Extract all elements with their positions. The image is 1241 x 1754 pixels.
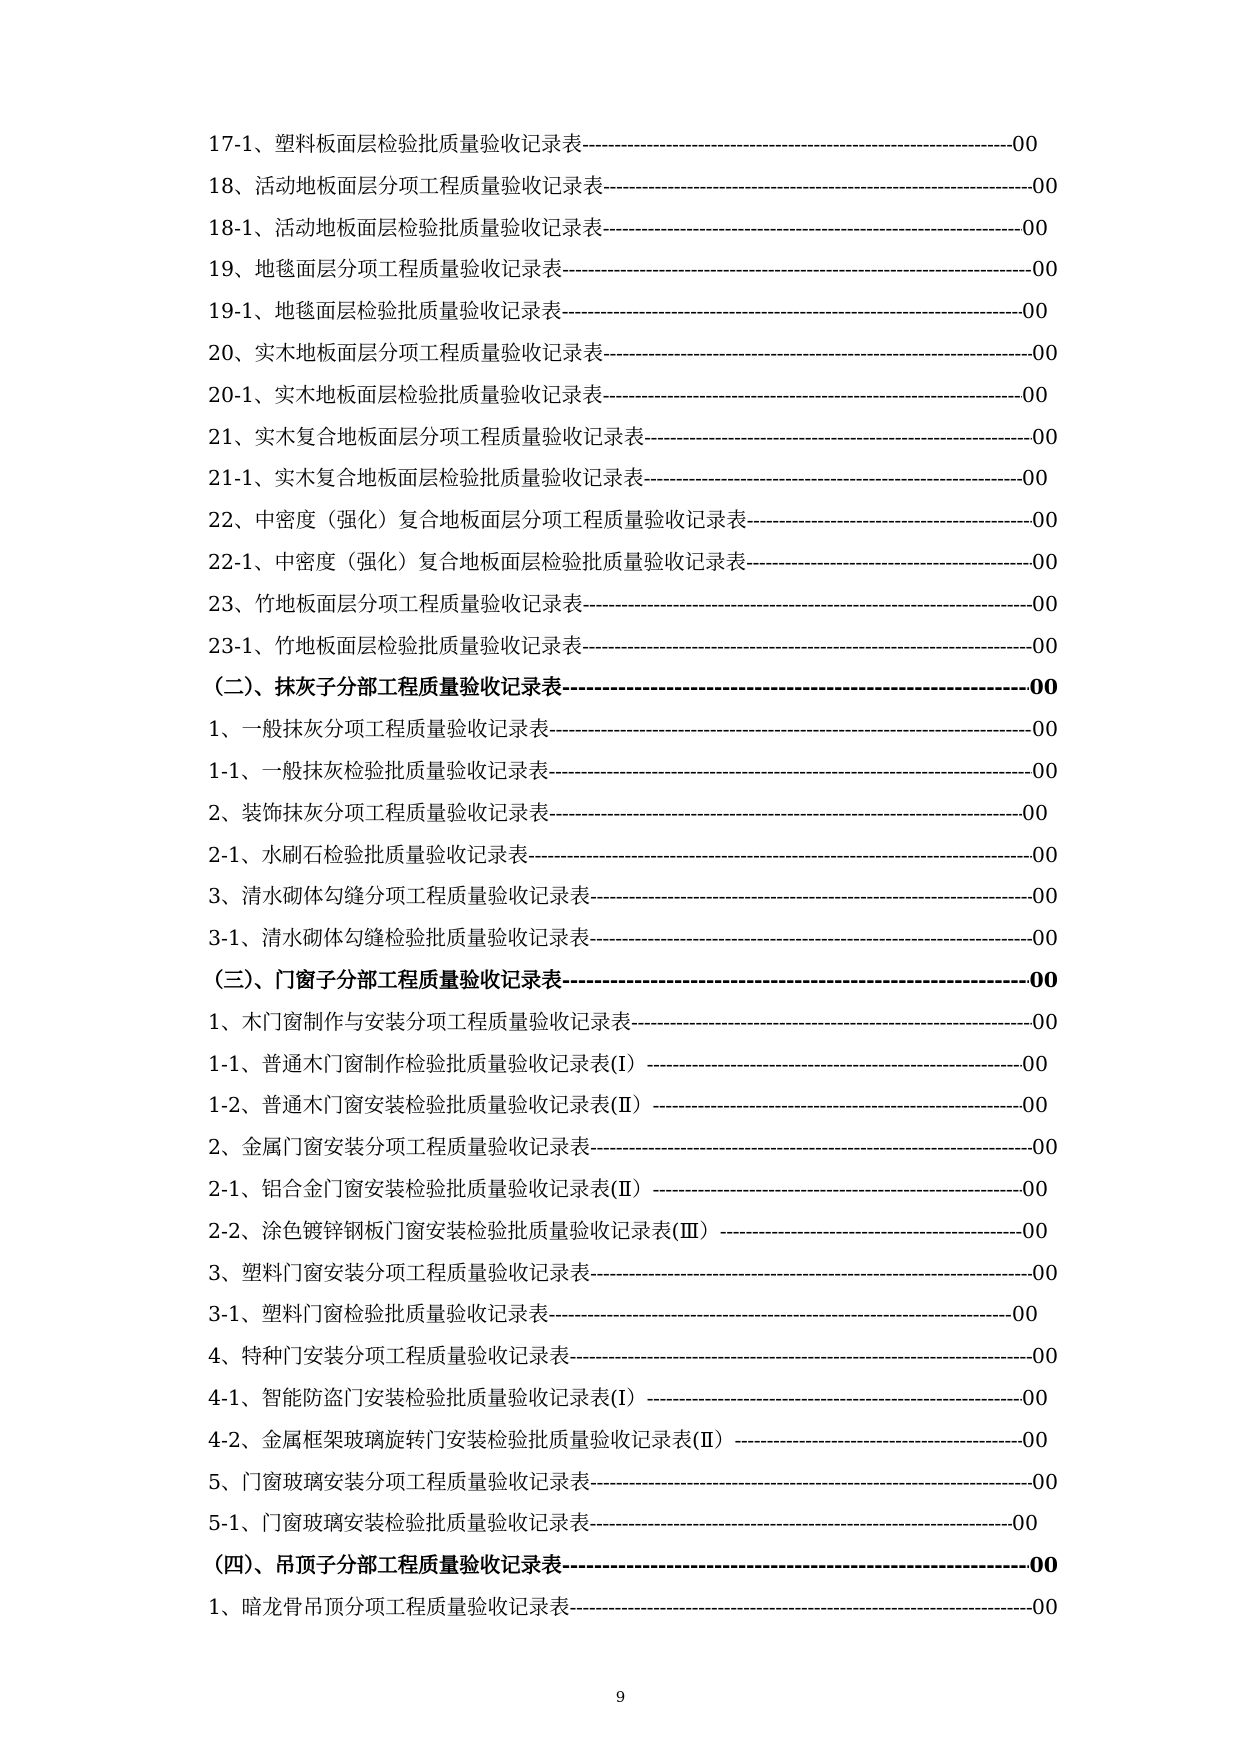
- toc-page-number: 00: [1029, 675, 1058, 700]
- toc-entry-title: 23、竹地板面层分项工程质量验收记录表: [208, 591, 583, 616]
- toc-entry-title: 19、地毯面层分项工程质量验收记录表: [208, 257, 563, 282]
- toc-entry: [208, 709, 1058, 751]
- toc-entry-title: （二）、抹灰子分部工程质量验收记录表: [203, 675, 562, 700]
- toc-leader-dashes: [562, 291, 1022, 333]
- toc-page-number: 00: [1021, 800, 1048, 825]
- toc-leader-dashes: [720, 1211, 1022, 1253]
- toc-entry: [208, 124, 1038, 166]
- toc-section-heading: [203, 667, 1058, 709]
- toc-leader-dashes: [549, 751, 1032, 793]
- toc-entry-title: （三）、门窗子分部工程质量验收记录表: [203, 967, 562, 992]
- toc-entry: [208, 1253, 1058, 1295]
- toc-entry-title: 22-1、中密度（强化）复合地板面层检验批质量验收记录表: [208, 549, 747, 574]
- toc-leader-dashes: [603, 333, 1032, 375]
- toc-entry-title: 4、特种门安装分项工程质量验收记录表: [208, 1344, 570, 1369]
- toc-entry-title: 5-1、门窗玻璃安装检验批质量验收记录表: [208, 1511, 590, 1536]
- toc-leader-dashes: [549, 709, 1032, 751]
- toc-entry: [208, 1294, 1038, 1336]
- toc-entry-title: 3-1、塑料门窗检验批质量验收记录表: [208, 1302, 549, 1327]
- toc-entry-title: 1、一般抹灰分项工程质量验收记录表: [208, 717, 550, 742]
- toc-entry: [208, 751, 1058, 793]
- toc-page-number: 00: [1011, 1302, 1038, 1327]
- toc-page-number: 00: [1031, 508, 1058, 533]
- toc-leader-dashes: [570, 1336, 1032, 1378]
- toc-page-number: 00: [1031, 884, 1058, 909]
- toc-entry-title: 1-2、普通木门窗安装检验批质量验收记录表(Ⅱ）: [208, 1093, 653, 1118]
- toc-entry-title: 2-1、铝合金门窗安装检验批质量验收记录表(Ⅱ）: [208, 1176, 653, 1201]
- toc-entry-title: 3、塑料门窗安装分项工程质量验收记录表: [208, 1260, 591, 1285]
- toc-leader-dashes: [582, 626, 1032, 668]
- toc-entry-title: 1-1、普通木门窗制作检验批质量验收记录表(Ⅰ）: [208, 1051, 647, 1076]
- toc-entry: [208, 1127, 1058, 1169]
- toc-page-number: 00: [1021, 215, 1048, 240]
- toc-entry-title: 20、实木地板面层分项工程质量验收记录表: [208, 340, 604, 365]
- toc-entry: [208, 249, 1058, 291]
- toc-entry-title: 2、装饰抹灰分项工程质量验收记录表: [208, 800, 550, 825]
- toc-page-number: 00: [1031, 633, 1058, 658]
- toc-leader-dashes: [590, 1503, 1012, 1545]
- table-of-contents: [203, 124, 1058, 1629]
- toc-leader-dashes: [562, 249, 1032, 291]
- toc-entry: [208, 542, 1058, 584]
- toc-entry-title: 21-1、实木复合地板面层检验批质量验收记录表: [208, 466, 644, 491]
- toc-entry-title: 19-1、地毯面层检验批质量验收记录表: [208, 299, 562, 324]
- toc-section-heading: [203, 960, 1058, 1002]
- toc-leader-dashes: [583, 584, 1032, 626]
- toc-entry-title: 1、木门窗制作与安装分项工程质量验收记录表: [208, 1009, 632, 1034]
- toc-page-number: 00: [1021, 1093, 1048, 1118]
- toc-entry-title: 4-1、智能防盗门安装检验批质量验收记录表(Ⅰ）: [208, 1385, 647, 1410]
- toc-page-number: 00: [1031, 842, 1058, 867]
- toc-entry-title: 2-2、涂色镀锌钢板门窗安装检验批质量验收记录表(Ⅲ）: [208, 1218, 720, 1243]
- toc-leader-dashes: [549, 1294, 1012, 1336]
- toc-entry: [208, 584, 1058, 626]
- toc-page-number: 00: [1031, 1344, 1058, 1369]
- toc-page-number: 00: [1021, 1051, 1048, 1076]
- toc-leader-dashes: [590, 1253, 1032, 1295]
- toc-leader-dashes: [562, 1545, 1030, 1587]
- toc-page-number: 00: [1031, 926, 1058, 951]
- toc-entry-title: （四）、吊顶子分部工程质量验收记录表: [203, 1553, 562, 1578]
- toc-page-number: 00: [1031, 173, 1058, 198]
- toc-leader-dashes: [590, 876, 1032, 918]
- toc-leader-dashes: [647, 1044, 1022, 1086]
- toc-leader-dashes: [652, 1169, 1021, 1211]
- toc-page-number: 00: [1031, 758, 1058, 783]
- toc-entry: [208, 793, 1048, 835]
- toc-entry: [208, 1211, 1048, 1253]
- toc-page-number: 00: [1031, 591, 1058, 616]
- toc-leader-dashes: [590, 1127, 1032, 1169]
- toc-page-number: 00: [1031, 424, 1058, 449]
- toc-page-number: 00: [1029, 967, 1058, 992]
- page-number: 9: [615, 1688, 626, 1706]
- toc-entry-title: 1、暗龙骨吊顶分项工程质量验收记录表: [208, 1594, 570, 1619]
- toc-entry-title: 23-1、竹地板面层检验批质量验收记录表: [208, 633, 583, 658]
- toc-page-number: 00: [1029, 1553, 1058, 1578]
- toc-entry: [208, 835, 1058, 877]
- toc-leader-dashes: [603, 208, 1022, 250]
- toc-page-number: 00: [1031, 717, 1058, 742]
- toc-entry-title: 3、清水砌体勾缝分项工程质量验收记录表: [208, 884, 591, 909]
- toc-leader-dashes: [562, 960, 1030, 1002]
- toc-leader-dashes: [562, 667, 1030, 709]
- toc-leader-dashes: [582, 124, 1012, 166]
- toc-entry-title: 22、中密度（强化）复合地板面层分项工程质量验收记录表: [208, 508, 747, 533]
- toc-leader-dashes: [734, 1420, 1021, 1462]
- toc-leader-dashes: [631, 1002, 1032, 1044]
- toc-entry: [208, 1420, 1048, 1462]
- toc-entry: [208, 1085, 1048, 1127]
- toc-page-number: 00: [1021, 382, 1048, 407]
- toc-leader-dashes: [644, 417, 1032, 459]
- toc-leader-dashes: [603, 166, 1032, 208]
- toc-leader-dashes: [652, 1085, 1021, 1127]
- toc-page-number: 00: [1031, 1594, 1058, 1619]
- toc-entry: [208, 1169, 1048, 1211]
- toc-page-number: 00: [1021, 466, 1048, 491]
- toc-leader-dashes: [647, 1378, 1022, 1420]
- toc-page-number: 00: [1031, 1135, 1058, 1160]
- toc-entry: [208, 1462, 1058, 1504]
- toc-entry: [208, 1378, 1048, 1420]
- toc-entry-title: 20-1、实木地板面层检验批质量验收记录表: [208, 382, 603, 407]
- toc-entry: [208, 375, 1048, 417]
- toc-entry: [208, 1503, 1038, 1545]
- toc-page-number: 00: [1031, 1260, 1058, 1285]
- toc-entry-title: 3-1、清水砌体勾缝检验批质量验收记录表: [208, 926, 590, 951]
- toc-page-number: 00: [1011, 132, 1038, 156]
- toc-page-number: 00: [1021, 1385, 1048, 1410]
- toc-entry: [208, 1336, 1058, 1378]
- toc-page-number: 00: [1021, 299, 1048, 324]
- toc-page-number: 00: [1031, 257, 1058, 282]
- toc-leader-dashes: [603, 375, 1022, 417]
- toc-entry-title: 1-1、一般抹灰检验批质量验收记录表: [208, 758, 549, 783]
- toc-entry: [208, 1002, 1058, 1044]
- toc-page-number: 00: [1021, 1218, 1048, 1243]
- toc-entry-title: 21、实木复合地板面层分项工程质量验收记录表: [208, 424, 645, 449]
- toc-entry: [208, 1587, 1058, 1629]
- toc-leader-dashes: [590, 918, 1032, 960]
- toc-entry-title: 2-1、水刷石检验批质量验收记录表: [208, 842, 529, 867]
- toc-leader-dashes: [549, 793, 1022, 835]
- toc-entry-title: 2、金属门窗安装分项工程质量验收记录表: [208, 1135, 591, 1160]
- toc-entry-title: 4-2、金属框架玻璃旋转门安装检验批质量验收记录表(Ⅱ）: [208, 1427, 735, 1452]
- toc-entry: [208, 208, 1048, 250]
- toc-page-number: 00: [1031, 340, 1058, 365]
- toc-section-heading: [203, 1545, 1058, 1587]
- toc-entry: [208, 291, 1048, 333]
- toc-leader-dashes: [746, 542, 1032, 584]
- toc-page-number: 00: [1011, 1511, 1038, 1536]
- toc-leader-dashes: [570, 1587, 1032, 1629]
- toc-entry-title: 17-1、塑料板面层检验批质量验收记录表: [208, 132, 583, 156]
- toc-page-number: 00: [1031, 549, 1058, 574]
- toc-page-number: 00: [1021, 1427, 1048, 1452]
- toc-entry: [208, 918, 1058, 960]
- toc-entry: [208, 626, 1058, 668]
- toc-leader-dashes: [590, 1462, 1032, 1504]
- toc-entry: [208, 333, 1058, 375]
- toc-entry: [208, 417, 1058, 459]
- toc-leader-dashes: [644, 458, 1022, 500]
- toc-entry-title: 18-1、活动地板面层检验批质量验收记录表: [208, 215, 603, 240]
- toc-page-number: 00: [1021, 1176, 1048, 1201]
- toc-entry: [208, 500, 1058, 542]
- toc-entry: [208, 166, 1058, 208]
- toc-leader-dashes: [747, 500, 1032, 542]
- toc-entry-title: 18、活动地板面层分项工程质量验收记录表: [208, 173, 604, 198]
- toc-leader-dashes: [528, 835, 1032, 877]
- toc-entry: [208, 458, 1048, 500]
- toc-entry: [208, 1044, 1048, 1086]
- toc-entry: [208, 876, 1058, 918]
- toc-entry-title: 5、门窗玻璃安装分项工程质量验收记录表: [208, 1469, 591, 1494]
- toc-page-number: 00: [1031, 1009, 1058, 1034]
- toc-page-number: 00: [1031, 1469, 1058, 1494]
